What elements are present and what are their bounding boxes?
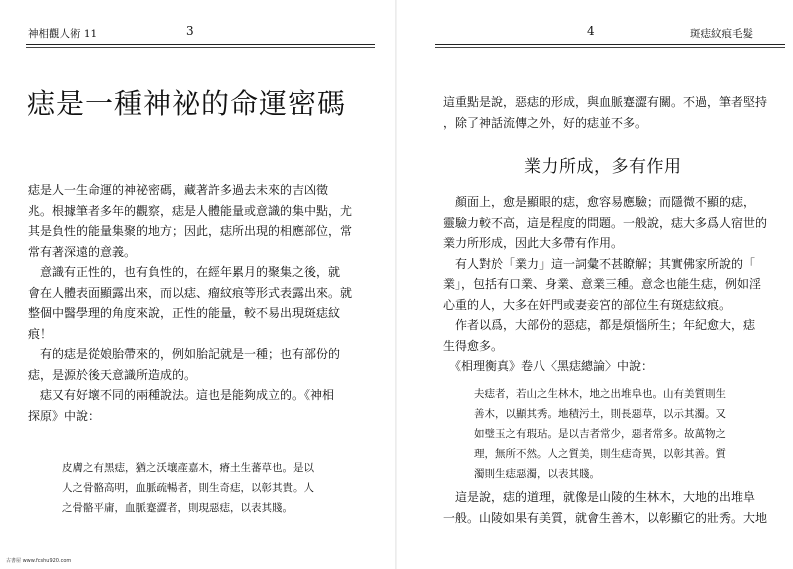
text-line: 痣，是源於後天意識所造成的。	[28, 367, 197, 382]
text-line: 整個中醫學理的角度來說，正性的能量，較不易出現斑痣紋	[28, 306, 341, 320]
right-header-rule	[435, 44, 785, 45]
quote-line: 理，無所不然。人之質美，則生痣奇異，以彰其善。質	[474, 448, 726, 460]
left-running-title: 神相觀人術 11	[28, 28, 98, 40]
right-quote-block	[474, 384, 784, 484]
text-line: 痕！	[28, 326, 53, 341]
text-line: 會在人體表面顯露出來，而以痣、瘤紋痕等形式表露出來。就	[28, 285, 353, 300]
text-line: 有的痣是從娘胎帶來的，例如胎記就是一種；也有部份的	[28, 347, 341, 361]
text-line: 意識有正性的，也有負性的，在經年累月的聚集之後，就	[28, 265, 341, 279]
text-line: 痣又有好壞不同的兩種說法。這也是能夠成立的。《神相	[28, 388, 335, 402]
text-line: 常有著深遠的意義。	[28, 244, 137, 259]
text-line: 兆。根據筆者多年的觀察，痣是人體能量或意識的集中點，尤	[28, 203, 353, 218]
quote-line: 人之骨骼高明，血脈疏暢者，則生奇痣，以彰其貴。人	[62, 482, 314, 494]
quote-line: 皮膚之有黑痣，猶之沃壤產嘉木，瘠土生蕃草也。是以	[62, 462, 314, 474]
text-line: 《相理衡真》卷八〈黑痣總論〉中說：	[443, 359, 654, 373]
text-line: 探原》中說：	[28, 408, 101, 423]
right-body-text	[443, 192, 788, 377]
left-body-text	[28, 180, 373, 426]
right-page-number: 4	[587, 24, 595, 38]
text-line: 作者以爲，大部份的惡痣，都是煩惱所生；年紀愈大，痣	[443, 318, 756, 332]
right-bottom-text	[443, 487, 788, 528]
quote-line: 善木，以顯其秀。地積污土，則長惡草，以示其濁。又	[474, 408, 726, 420]
footer-watermark-text: 古書屋 www.fcshu920.com	[6, 558, 72, 564]
text-line: 這重點是說，惡痣的形成，與血脈蹇澀有關。不過，筆者堅持	[443, 95, 768, 109]
text-line: 心重的人，大多在奸門或妻妾宮的部位生有斑痣紋痕。	[443, 297, 732, 312]
text-line: 有人對於「業力」這一詞彙不甚瞭解；其實佛家所說的「	[443, 256, 756, 271]
text-line: 一般。山陵如果有美質，就會生善木，以彰顯它的壯秀。大地	[443, 510, 768, 525]
text-line: 生得愈多。	[443, 338, 504, 353]
left-page-number: 3	[186, 24, 194, 38]
text-line: 其是負性的能量集聚的地方；因此，痣所出現的相應部位，常	[28, 224, 353, 238]
text-line: 業」，包括有口業、身業、意業三種。意念也能生痣，例如淫	[443, 277, 762, 291]
text-line: 顏面上，愈是顯眼的痣，愈容易應驗；而隱微不顯的痣，	[443, 195, 756, 209]
section-title: 業力所成，多有作用	[524, 157, 682, 177]
text-line: 靈驗力較不高，這是程度的問題。一般說，痣大多爲人宿世的	[443, 215, 768, 230]
quote-line: 夫痣者，若山之生林木，地之出堆阜也。山有美質則生	[474, 388, 726, 400]
quote-line: 濁則生痣惡濁，以表其賤。	[474, 468, 600, 480]
chapter-title: 痣是一種神祕的命運密碼	[27, 87, 347, 120]
text-line: ，除了神話流傳之外，好的痣並不多。	[443, 115, 648, 130]
text-line: 業力所形成，因此大多帶有作用。	[443, 236, 624, 250]
quote-line: 如璧玉之有瑕玷。是以吉者常少，惡者常多。故萬物之	[474, 428, 726, 440]
text-line: 痣是人一生命運的神祕密碼，藏著許多過去未來的吉凶徵	[28, 183, 329, 197]
quote-line: 之骨骼平庸，血脈蹇澀者，則現惡痣，以表其賤。	[62, 502, 293, 514]
left-quote-block	[62, 458, 372, 518]
right-running-title: 斑痣紋痕毛髮	[690, 28, 753, 40]
left-header-rule-thin	[26, 47, 375, 48]
text-line: 這是說，痣的道理，就像是山陵的生林木，大地的出堆阜	[443, 490, 756, 504]
left-header-rule	[26, 44, 375, 45]
right-top-text	[443, 92, 788, 133]
right-header-rule-thin	[435, 47, 785, 48]
